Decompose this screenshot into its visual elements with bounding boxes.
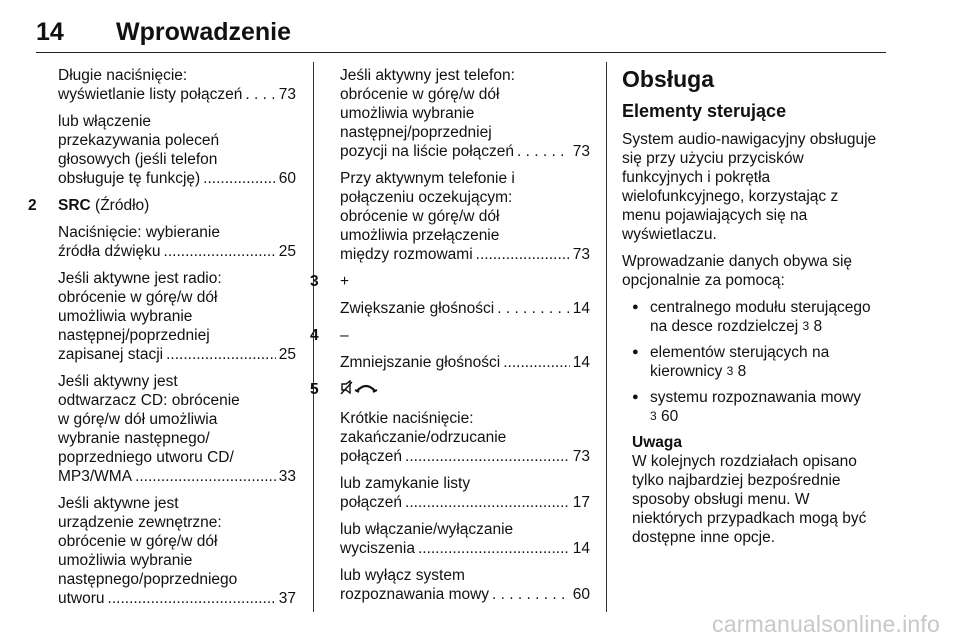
page-ref: 17: [572, 494, 590, 511]
page-ref: 8: [813, 318, 823, 335]
subsection-heading: Elementy sterujące: [622, 101, 787, 121]
page-ref-arrow-icon: 3: [650, 409, 657, 423]
page-ref-arrow-icon: 3: [802, 319, 810, 333]
page-ref: 60: [572, 586, 590, 603]
page-ref: 25: [278, 243, 296, 260]
list-item: ● elementów sterujących na kierownicy 3 8: [622, 343, 888, 382]
page-ref: 60: [661, 408, 679, 425]
paragraph: Jeśli aktywne jest radio: obrócenie w górę/w dół umożliwia wybranie następnej/poprzedniej zapisanej stacji ..... 25: [58, 269, 296, 364]
page-ref: 14: [572, 300, 590, 317]
page-ref: 14: [572, 540, 590, 557]
page-ref: 25: [278, 346, 296, 363]
entry-3: 3 + Zwiększanie głośności . . . 14: [310, 272, 590, 318]
paragraph: Przy aktywnym telefonie i połączeniu oczekującym: obrócenie w górę/w dół umożliwia przełączenie między rozmowami ..... 73: [340, 169, 590, 264]
watermark: carmanualsonline.info: [712, 611, 940, 637]
paragraph: lub włączenie przekazywania poleceń głosowych (jeśli telefon obsługuje tę funkcję) ..... 60: [58, 112, 296, 188]
page-ref: 73: [572, 246, 590, 263]
paragraph: Krótkie naciśnięcie: zakańczanie/odrzucanie połączeń ..... 73: [340, 409, 590, 466]
paragraph: lub zamykanie listy połączeń ..... 17: [340, 474, 590, 512]
column-divider: [606, 62, 607, 612]
entry-number: 4: [310, 327, 319, 344]
entry-number: 5: [310, 381, 319, 398]
page-ref: 37: [278, 590, 296, 607]
paragraph: Wprowadzanie danych obywa się opcjonalnie za pomocą:: [622, 253, 853, 289]
mute-hangup-icon: [340, 380, 380, 396]
column-3: [622, 66, 888, 555]
page-number: 14: [36, 18, 64, 46]
page-ref: 8: [737, 363, 747, 380]
paragraph: Jeśli aktywny jest telefon: obrócenie w górę/w dół umożliwia wybranie następnej/poprzedniej pozycji na liście połączeń . . . 73: [340, 66, 590, 161]
entry-2: 2 SRC (Źródło) Naciśnięcie: wybieranie źródła dźwięku ..... 25 Jeśli aktywne jest radio: obrócenie w górę/w dół umożliwia wybranie następnej/poprzedniej zapisanej stacji ..... 25 Jeśli aktywny jest odtwarzacz CD: obrócenie w górę/w dół umożliwia wybranie następnego/ poprzedniego utworu CD/ MP3/WMA ..... 33 Jeśli aktywne jest urządzenie zewnętrzne: obrócenie w górę/w dół umożliwia wybranie następnego/poprzedniego utworu ..... 37: [28, 196, 296, 608]
paragraph: Naciśnięcie: wybieranie źródła dźwięku ..... 25: [58, 223, 296, 261]
page-ref: 33: [278, 468, 296, 485]
paragraph: lub wyłącz system rozpoznawania mowy . . . 60: [340, 566, 590, 604]
entry-5: [310, 380, 590, 604]
list-item: ● centralnego modułu sterującego na desce rozdzielczej 3 8: [622, 298, 888, 337]
src-label: SRC: [58, 197, 91, 214]
section-heading: Obsługa: [622, 66, 715, 92]
bullet-list: [622, 298, 888, 427]
entry-4: 4 – Zmniejszanie głośności ..... 14: [310, 326, 590, 372]
paragraph: Długie naciśnięcie: wyświetlanie listy połączeń . . . 73: [58, 66, 296, 104]
note-title: Uwaga: [632, 434, 682, 451]
page-ref: 73: [572, 143, 590, 160]
page-ref-arrow-icon: 3: [726, 364, 734, 378]
list-item: ● systemu rozpoznawania mowy 3 60: [622, 388, 888, 427]
plus-icon: +: [340, 273, 350, 290]
page-ref: 73: [278, 86, 296, 103]
paragraph: Jeśli aktywne jest urządzenie zewnętrzne: obrócenie w górę/w dół umożliwia wybranie następnego/poprzedniego utworu ..... 37: [58, 494, 296, 608]
page-ref: 14: [572, 354, 590, 371]
paragraph: System audio-nawigacyjny obsługuje się przy użyciu przycisków funkcyjnych i pokrętła wielofunkcyjnego, korzystając z menu pojawiających się na wyświetlaczu.: [622, 131, 877, 243]
column-1: [28, 66, 296, 616]
entry-number: 2: [28, 197, 37, 214]
paragraph: lub włączanie/wyłączanie wyciszenia ..... 14: [340, 520, 590, 558]
entry-number: 3: [310, 273, 319, 290]
page-ref: 73: [572, 448, 590, 465]
note-box: Uwaga W kolejnych rozdziałach opisano tylko najbardziej bezpośrednie sposoby obsługi menu. W niektórych przypadkach mogą być dostępne inne opcje.: [622, 433, 888, 547]
paragraph: Jeśli aktywny jest odtwarzacz CD: obrócenie w górę/w dół umożliwia wybranie następnego/ poprzedniego utworu CD/ MP3/WMA ..... 33: [58, 372, 296, 486]
column-2: [310, 66, 590, 612]
chapter-title: Wprowadzenie: [116, 18, 292, 46]
minus-icon: –: [340, 327, 349, 344]
entry-1-continued: [28, 66, 296, 188]
page-header: [36, 12, 886, 53]
page-ref: 60: [278, 170, 296, 187]
